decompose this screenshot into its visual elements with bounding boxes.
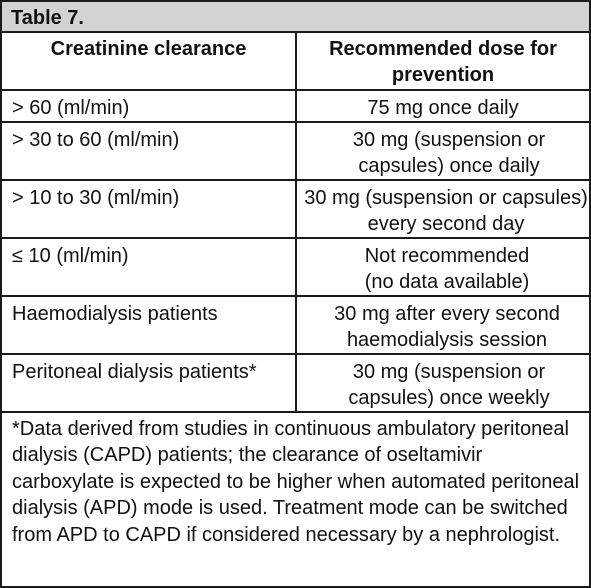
dose-cell: 30 mg (suspension or capsules) once weekly xyxy=(296,354,589,412)
header-row xyxy=(2,33,589,90)
clearance-cell: Haemodialysis patients xyxy=(2,296,296,354)
header-recommended-dose: Recommended dose for prevention xyxy=(296,33,589,90)
dose-cell: 30 mg (suspension or capsules) once daily xyxy=(296,122,589,180)
clearance-cell: Peritoneal dialysis patients* xyxy=(2,354,296,412)
table-title: Table 7. xyxy=(2,2,589,33)
clearance-cell: > 10 to 30 (ml/min) xyxy=(2,180,296,238)
table-row xyxy=(2,354,589,412)
table-footnote: *Data derived from studies in continuous ambulatory peritoneal dialysis (CAPD) patients; the clearance of oseltamivir carboxylate is expected to be higher when automated peritoneal dialysis (APD) mode is used. Treatment mode can be switched from APD to CAPD if considered necessary by a nephrologist. xyxy=(12,418,580,546)
dose-table-grid xyxy=(2,33,589,413)
table-row xyxy=(2,238,589,296)
clearance-cell: > 60 (ml/min) xyxy=(2,90,296,122)
table-row xyxy=(2,122,589,180)
clearance-cell: ≤ 10 (ml/min) xyxy=(2,238,296,296)
clearance-cell: > 30 to 60 (ml/min) xyxy=(2,122,296,180)
table-row xyxy=(2,296,589,354)
header-creatinine-clearance: Creatinine clearance xyxy=(2,33,296,90)
table-row xyxy=(2,90,589,122)
dose-cell: 75 mg once daily xyxy=(296,90,589,122)
dose-cell: Not recommended (no data available) xyxy=(296,238,589,296)
dose-cell: 30 mg after every second haemodialysis session xyxy=(296,296,589,354)
dose-cell: 30 mg (suspension or capsules) every second day xyxy=(296,180,589,238)
table-row xyxy=(2,180,589,238)
